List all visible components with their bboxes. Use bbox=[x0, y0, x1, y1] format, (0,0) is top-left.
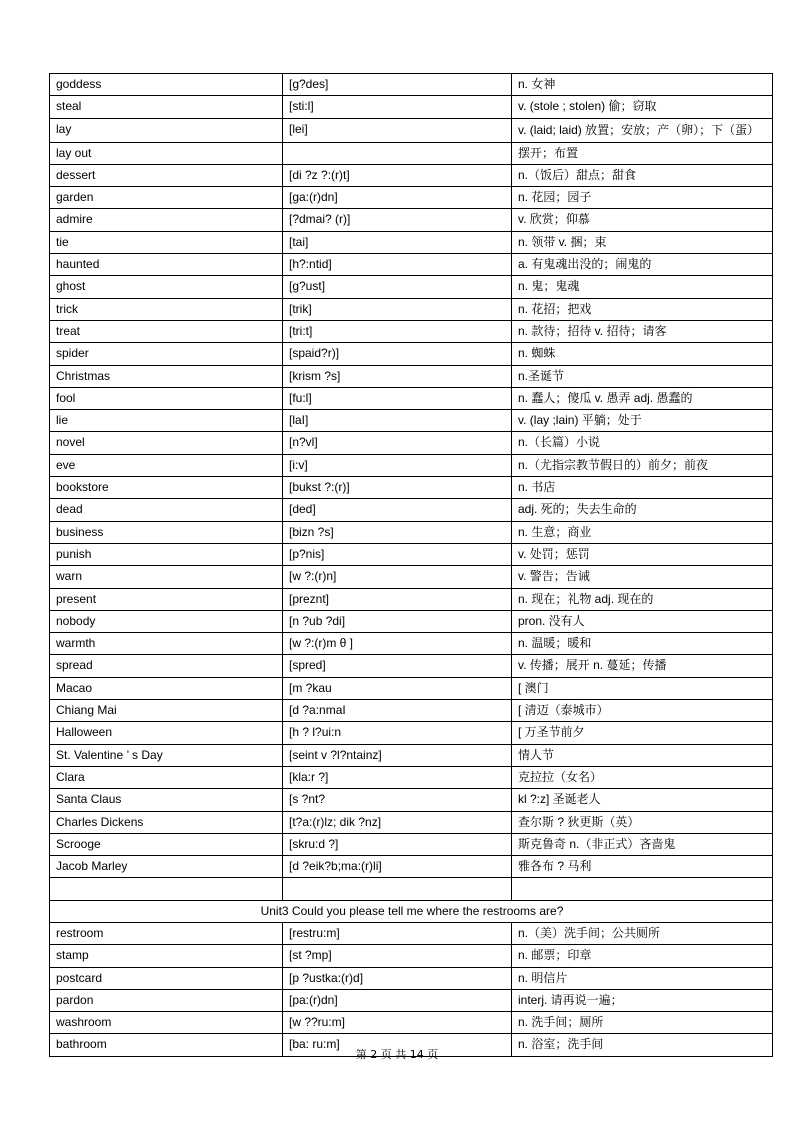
table-row bbox=[50, 343, 773, 365]
meaning-cell: n. 洗手间；厕所 bbox=[512, 1012, 773, 1034]
phonetic-cell: [di ?z ?:(r)t] bbox=[283, 164, 512, 186]
meaning-cell: 雅各布 ? 马利 bbox=[512, 856, 773, 878]
unit-heading-row bbox=[50, 900, 773, 922]
meaning-cell: n. 蠢人；傻瓜 v. 愚弄 adj. 愚蠢的 bbox=[512, 387, 773, 409]
word-cell: lay bbox=[50, 118, 283, 142]
word-cell: Santa Claus bbox=[50, 789, 283, 811]
phonetic-cell: [d ?a:nmaI bbox=[283, 700, 512, 722]
meaning-cell: [ 澳门 bbox=[512, 677, 773, 699]
meaning-cell: n. 款待；招待 v. 招待；请客 bbox=[512, 320, 773, 342]
table-row bbox=[50, 677, 773, 699]
meaning-cell: [ 万圣节前夕 bbox=[512, 722, 773, 744]
phonetic-cell: [fu:l] bbox=[283, 387, 512, 409]
phonetic-cell: [t?a:(r)lz; dik ?nz] bbox=[283, 811, 512, 833]
table-row bbox=[50, 521, 773, 543]
table-row bbox=[50, 187, 773, 209]
word-cell: dessert bbox=[50, 164, 283, 186]
meaning-cell: 情人节 bbox=[512, 744, 773, 766]
word-cell: haunted bbox=[50, 254, 283, 276]
word-cell: Macao bbox=[50, 677, 283, 699]
word-cell: eve bbox=[50, 454, 283, 476]
word-cell: St. Valentine ’ s Day bbox=[50, 744, 283, 766]
phonetic-cell: [pa:(r)dn] bbox=[283, 989, 512, 1011]
table-row bbox=[50, 231, 773, 253]
meaning-cell: pron. 没有人 bbox=[512, 610, 773, 632]
meaning-cell: 查尔斯 ? 狄更斯（英） bbox=[512, 811, 773, 833]
word-cell: warmth bbox=[50, 633, 283, 655]
meaning-cell: 克拉拉（女名） bbox=[512, 766, 773, 788]
table-row bbox=[50, 766, 773, 788]
blank-cell bbox=[283, 878, 512, 900]
meaning-cell: v. (stole ; stolen) 偷；窃取 bbox=[512, 96, 773, 118]
phonetic-cell: [?dmai? (r)] bbox=[283, 209, 512, 231]
table-row bbox=[50, 142, 773, 164]
table-row bbox=[50, 655, 773, 677]
meaning-cell: v. 欣赏；仰慕 bbox=[512, 209, 773, 231]
table-row bbox=[50, 164, 773, 186]
word-cell: bookstore bbox=[50, 477, 283, 499]
table-row bbox=[50, 922, 773, 944]
meaning-cell: n. 现在；礼物 adj. 现在的 bbox=[512, 588, 773, 610]
phonetic-cell: [ba: ru:m] bbox=[283, 1034, 512, 1056]
word-cell: trick bbox=[50, 298, 283, 320]
meaning-cell: kl ?:z] 圣诞老人 bbox=[512, 789, 773, 811]
word-cell: spider bbox=[50, 343, 283, 365]
phonetic-cell: [spaid?r)] bbox=[283, 343, 512, 365]
table-row bbox=[50, 209, 773, 231]
table-row bbox=[50, 610, 773, 632]
word-cell: postcard bbox=[50, 967, 283, 989]
table-row bbox=[50, 118, 773, 142]
word-cell: restroom bbox=[50, 922, 283, 944]
meaning-cell: v. 警告；告诫 bbox=[512, 566, 773, 588]
word-cell: pardon bbox=[50, 989, 283, 1011]
phonetic-cell: [ga:(r)dn] bbox=[283, 187, 512, 209]
table-row bbox=[50, 700, 773, 722]
table-row bbox=[50, 722, 773, 744]
word-cell: Clara bbox=[50, 766, 283, 788]
meaning-cell: v. (laid; laid) 放置；安放；产（卵）；下（蛋） bbox=[512, 118, 773, 142]
phonetic-cell: [sti:l] bbox=[283, 96, 512, 118]
phonetic-cell: [preznt] bbox=[283, 588, 512, 610]
meaning-cell: n. 浴室；洗手间 bbox=[512, 1034, 773, 1056]
table-row bbox=[50, 74, 773, 96]
meaning-cell: n. 鬼；鬼魂 bbox=[512, 276, 773, 298]
blank-cell bbox=[512, 878, 773, 900]
phonetic-cell: [skru:d ?] bbox=[283, 833, 512, 855]
table-row bbox=[50, 945, 773, 967]
phonetic-cell: [n?vl] bbox=[283, 432, 512, 454]
phonetic-cell: [s ?nt? bbox=[283, 789, 512, 811]
phonetic-cell: [krism ?s] bbox=[283, 365, 512, 387]
word-cell: steal bbox=[50, 96, 283, 118]
word-cell: Christmas bbox=[50, 365, 283, 387]
word-cell: spread bbox=[50, 655, 283, 677]
table-row bbox=[50, 989, 773, 1011]
word-cell: lay out bbox=[50, 142, 283, 164]
meaning-cell: n.（饭后）甜点；甜食 bbox=[512, 164, 773, 186]
word-cell: present bbox=[50, 588, 283, 610]
table-row bbox=[50, 320, 773, 342]
meaning-cell: 摆开；布置 bbox=[512, 142, 773, 164]
phonetic-cell: [st ?mp] bbox=[283, 945, 512, 967]
table-row bbox=[50, 543, 773, 565]
word-cell: stamp bbox=[50, 945, 283, 967]
phonetic-cell: [w ?:(r)n] bbox=[283, 566, 512, 588]
phonetic-cell: [p?nis] bbox=[283, 543, 512, 565]
table-row bbox=[50, 365, 773, 387]
word-cell: punish bbox=[50, 543, 283, 565]
table-row bbox=[50, 811, 773, 833]
meaning-cell: n. 女神 bbox=[512, 74, 773, 96]
table-row bbox=[50, 477, 773, 499]
phonetic-cell: [p ?ustka:(r)d] bbox=[283, 967, 512, 989]
table-row bbox=[50, 1012, 773, 1034]
table-row bbox=[50, 454, 773, 476]
word-cell: goddess bbox=[50, 74, 283, 96]
table-row bbox=[50, 276, 773, 298]
phonetic-cell: [seint v ?l?ntainz] bbox=[283, 744, 512, 766]
word-cell: admire bbox=[50, 209, 283, 231]
phonetic-cell: [bizn ?s] bbox=[283, 521, 512, 543]
word-cell: business bbox=[50, 521, 283, 543]
table-row bbox=[50, 96, 773, 118]
word-cell: Charles Dickens bbox=[50, 811, 283, 833]
table-row bbox=[50, 633, 773, 655]
table-row bbox=[50, 588, 773, 610]
meaning-cell: v. (lay ;lain) 平躺；处于 bbox=[512, 410, 773, 432]
word-cell: novel bbox=[50, 432, 283, 454]
meaning-cell: n. 明信片 bbox=[512, 967, 773, 989]
phonetic-cell bbox=[283, 142, 512, 164]
meaning-cell: n. 温暖；暖和 bbox=[512, 633, 773, 655]
unit-heading: Unit3 Could you please tell me where the restrooms are? bbox=[50, 900, 773, 922]
meaning-cell: n. 花园；园子 bbox=[512, 187, 773, 209]
table-row bbox=[50, 833, 773, 855]
meaning-cell: adj. 死的；失去生命的 bbox=[512, 499, 773, 521]
table-row bbox=[50, 566, 773, 588]
meaning-cell: n. 领带 v. 捆；束 bbox=[512, 231, 773, 253]
meaning-cell: interj. 请再说一遍； bbox=[512, 989, 773, 1011]
meaning-cell: v. 传播；展开 n. 蔓延；传播 bbox=[512, 655, 773, 677]
meaning-cell: a. 有鬼魂出没的；闹鬼的 bbox=[512, 254, 773, 276]
word-cell: garden bbox=[50, 187, 283, 209]
word-cell: tie bbox=[50, 231, 283, 253]
page-footer: 第 2 页 共 14 页 bbox=[355, 1048, 439, 1061]
phonetic-cell: [restru:m] bbox=[283, 922, 512, 944]
meaning-cell: n. 花招；把戏 bbox=[512, 298, 773, 320]
meaning-cell: 斯克鲁奇 n.（非正式）吝啬鬼 bbox=[512, 833, 773, 855]
meaning-cell: v. 处罚；惩罚 bbox=[512, 543, 773, 565]
meaning-cell: n.（长篇）小说 bbox=[512, 432, 773, 454]
word-cell: dead bbox=[50, 499, 283, 521]
phonetic-cell: [trik] bbox=[283, 298, 512, 320]
phonetic-cell: [d ?eik?b;ma:(r)li] bbox=[283, 856, 512, 878]
table-row bbox=[50, 499, 773, 521]
phonetic-cell: [bukst ?:(r)] bbox=[283, 477, 512, 499]
table-row bbox=[50, 967, 773, 989]
word-cell: treat bbox=[50, 320, 283, 342]
word-cell: bathroom bbox=[50, 1034, 283, 1056]
blank-cell bbox=[50, 878, 283, 900]
word-cell: lie bbox=[50, 410, 283, 432]
word-cell: warn bbox=[50, 566, 283, 588]
meaning-cell: n. 书店 bbox=[512, 477, 773, 499]
phonetic-cell: [h ? l?ui:n bbox=[283, 722, 512, 744]
phonetic-cell: [lei] bbox=[283, 118, 512, 142]
word-cell: fool bbox=[50, 387, 283, 409]
phonetic-cell: [i:v] bbox=[283, 454, 512, 476]
meaning-cell: n. 蜘蛛 bbox=[512, 343, 773, 365]
phonetic-cell: [h?:ntid] bbox=[283, 254, 512, 276]
word-cell: Halloween bbox=[50, 722, 283, 744]
vocabulary-sheet bbox=[49, 73, 772, 1057]
table-row bbox=[50, 789, 773, 811]
meaning-cell: n.圣诞节 bbox=[512, 365, 773, 387]
phonetic-cell: [laI] bbox=[283, 410, 512, 432]
table-row bbox=[50, 298, 773, 320]
phonetic-cell: [m ?kau bbox=[283, 677, 512, 699]
table-row bbox=[50, 410, 773, 432]
meaning-cell: n. 邮票；印章 bbox=[512, 945, 773, 967]
table-row bbox=[50, 432, 773, 454]
table-row bbox=[50, 387, 773, 409]
meaning-cell: n.（美）洗手间；公共厕所 bbox=[512, 922, 773, 944]
word-cell: nobody bbox=[50, 610, 283, 632]
word-cell: ghost bbox=[50, 276, 283, 298]
phonetic-cell: [w ?:(r)m θ ] bbox=[283, 633, 512, 655]
phonetic-cell: [tri:t] bbox=[283, 320, 512, 342]
phonetic-cell: [w ??ru:m] bbox=[283, 1012, 512, 1034]
meaning-cell: n.（尤指宗教节假日的）前夕；前夜 bbox=[512, 454, 773, 476]
phonetic-cell: [n ?ub ?di] bbox=[283, 610, 512, 632]
vocabulary-table-body bbox=[50, 74, 773, 1057]
table-row bbox=[50, 856, 773, 878]
phonetic-cell: [ded] bbox=[283, 499, 512, 521]
table-row bbox=[50, 254, 773, 276]
meaning-cell: [ 清迈（泰城市） bbox=[512, 700, 773, 722]
meaning-cell: n. 生意；商业 bbox=[512, 521, 773, 543]
phonetic-cell: [g?ust] bbox=[283, 276, 512, 298]
word-cell: Jacob Marley bbox=[50, 856, 283, 878]
table-row bbox=[50, 744, 773, 766]
word-cell: Scrooge bbox=[50, 833, 283, 855]
phonetic-cell: [g?des] bbox=[283, 74, 512, 96]
vocabulary-table bbox=[49, 73, 773, 1057]
phonetic-cell: [kla:r ?] bbox=[283, 766, 512, 788]
phonetic-cell: [tai] bbox=[283, 231, 512, 253]
phonetic-cell: [spred] bbox=[283, 655, 512, 677]
blank-row bbox=[50, 878, 773, 900]
word-cell: washroom bbox=[50, 1012, 283, 1034]
word-cell: Chiang Mai bbox=[50, 700, 283, 722]
